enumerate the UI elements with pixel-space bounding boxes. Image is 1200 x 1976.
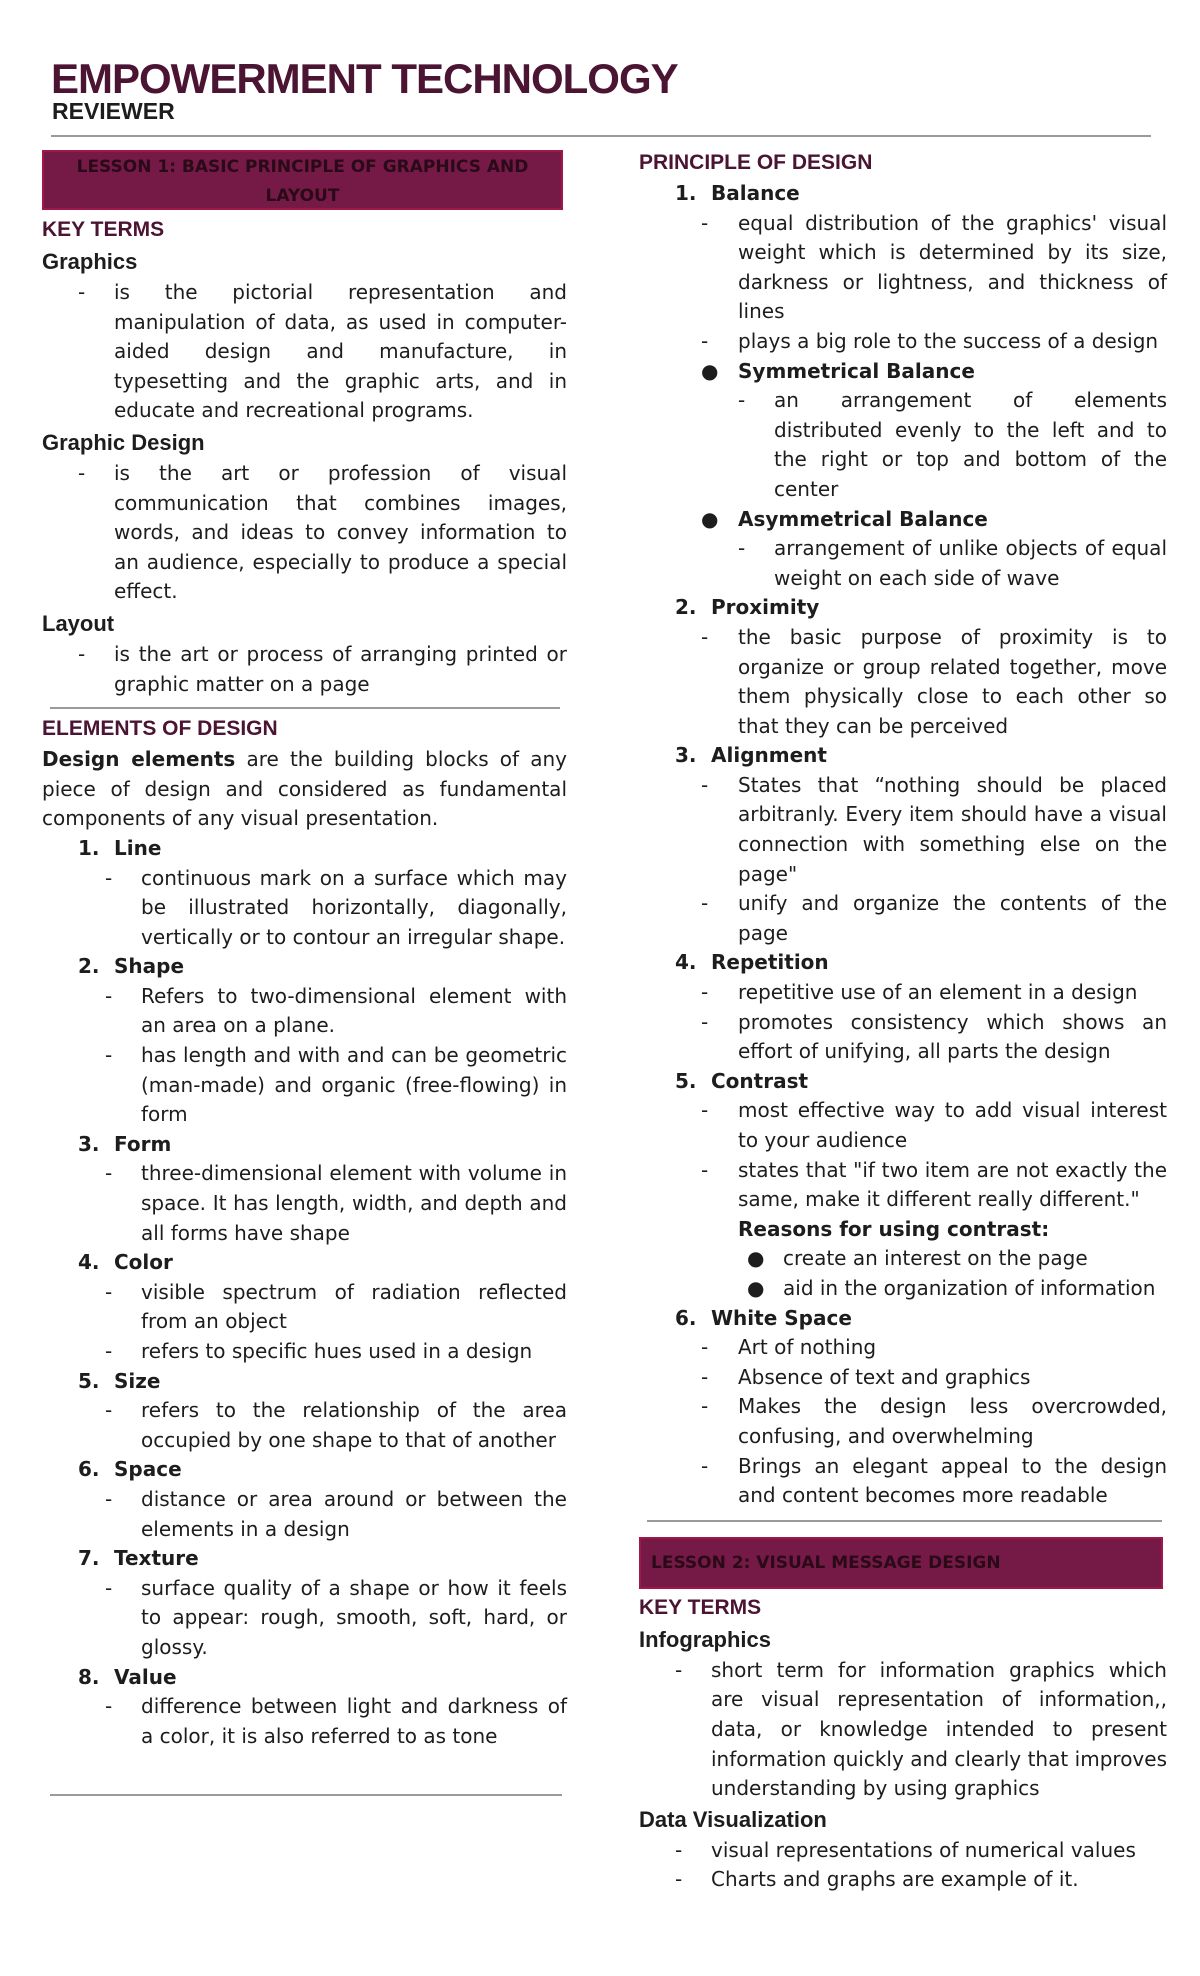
right-column [639,147,1167,1895]
sub-item-name: Symmetrical Balance [738,358,975,383]
element-color [42,1248,567,1278]
bullet-text: distance or area around or between the elements in a design [141,1486,567,1541]
sub-item-name: Asymmetrical Balance [738,506,988,531]
dash-marker: - [675,1837,683,1862]
item-number: 5. [78,1368,100,1393]
bullet-item [42,1278,567,1337]
bullet-item [639,1865,1167,1895]
term-text: is the pictorial representation and manipulation of data, as used in computer-aided design and manufacture, in typesetting and the graphic arts, and in educate and recreational programs. [114,280,567,423]
term-graphic-design [42,427,567,607]
section-divider [647,1520,1162,1522]
contrast-reasons [639,1215,1167,1304]
bullet-item [42,982,567,1041]
dash-marker: - [701,1453,709,1478]
dash-marker: - [78,460,86,485]
dash-marker: - [675,1657,683,1682]
item-number: 4. [675,950,697,975]
item-number: 6. [675,1305,697,1330]
dash-marker: - [701,1009,709,1034]
principle-name: Balance [711,181,800,205]
left-bottom-divider [50,1794,562,1796]
item-number: 6. [78,1457,100,1482]
sub-item-symmetrical [639,357,1167,387]
bullet-item [42,864,567,953]
dash-marker: - [105,1694,113,1719]
item-number: 8. [78,1664,100,1689]
bullet-text: continuous mark on a surface which may be illustrated horizontally, diagonally, vertically or to contour an irregular shape. [141,865,567,949]
principle-name: Proximity [711,595,820,620]
bullet-text: Brings an elegant appeal to the design and content becomes more readable [738,1453,1167,1508]
dash-marker: - [701,1335,709,1360]
bullet-item [639,327,1167,357]
element-name: Line [114,835,162,860]
elements-heading: ELEMENTS OF DESIGN [42,717,278,741]
dash-marker: - [105,1043,113,1068]
principle-alignment [639,741,1167,771]
bullet-text: short term for information graphics which are visual representation of information,, data, or knowledge intended to present information quickly and clearly that improves understanding by using graphics [711,1657,1167,1801]
reasons-label: Reasons for using contrast: [738,1216,1050,1241]
bullet-item [639,1008,1167,1067]
element-name: Form [114,1131,172,1156]
lesson1-banner [42,150,563,210]
bullet-item [639,209,1167,327]
term-item [42,459,567,607]
principles-list [639,593,1167,1214]
bullet-text: the basic purpose of proximity is to organize or group related together, move them physically close to each other so that they can be perceived [738,624,1167,738]
bullet-text: most effective way to add visual interest to your audience [738,1098,1167,1152]
bullet-item [42,1574,567,1663]
bullet-text: plays a big role to the success of a design [738,328,1159,353]
dash-marker: - [701,210,709,235]
term-name: Graphic Design [42,429,205,455]
bullet-item [42,1485,567,1544]
dash-marker: - [105,1398,113,1423]
bullet-item [42,1692,567,1751]
principle-heading: PRINCIPLE OF DESIGN [639,151,873,174]
dash-marker: - [675,1867,683,1892]
bullet-text: difference between light and darkness of a color, it is also referred to as tone [141,1694,567,1748]
dash-marker: - [105,865,113,890]
element-name: Space [114,1457,182,1482]
element-name: Texture [114,1546,199,1571]
bullet-item [42,1396,567,1455]
element-name: Color [114,1250,173,1275]
bullet-item [639,534,1167,593]
bullet-text: has length and with and can be geometric (man-made) and organic (free-flowing) in form [141,1043,567,1127]
dash-marker: - [701,1098,709,1123]
bullet-item [639,1156,1167,1215]
dash-marker: - [78,280,86,304]
bullet-item [639,1836,1167,1866]
element-form [42,1130,567,1160]
reason-text: aid in the organization of information [783,1275,1156,1300]
principle-name: Alignment [711,743,827,768]
element-line [42,834,567,864]
item-number: 2. [78,954,100,979]
bullet-text: Absence of text and graphics [738,1364,1031,1389]
principle-name: White Space [711,1305,852,1330]
reason-item [639,1244,1167,1274]
term-name: Infographics [639,1626,772,1652]
bullet-text: Makes the design less overcrowded, confusing, and overwhelming [738,1394,1167,1448]
term-graphics [42,246,567,426]
element-size [42,1367,567,1397]
bullet-marker: ● [747,1246,765,1271]
element-texture [42,1544,567,1574]
left-column [42,150,567,1751]
sub-item-asymmetrical [639,505,1167,535]
lesson2-banner [639,1537,1163,1589]
bullet-text: states that "if two item are not exactly the same, make it different really different." [738,1157,1167,1212]
principle-balance [639,179,1167,209]
bullet-item [639,1333,1167,1363]
item-number: 1. [675,181,697,205]
lesson2-terms [639,1624,1167,1895]
element-space [42,1455,567,1485]
bullet-item [42,1159,567,1248]
bullet-item [639,1363,1167,1393]
dash-marker: - [78,641,86,666]
bullet-item [639,1452,1167,1511]
principle-name: Repetition [711,950,829,975]
bullet-item [639,1392,1167,1451]
bullet-text: promotes consistency which shows an effort of unifying, all parts the design [738,1009,1167,1064]
dash-marker: - [105,983,113,1008]
bullet-item [639,1096,1167,1155]
element-name: Size [114,1368,161,1393]
term-name: Graphics [42,249,138,274]
bullet-text: unify and organize the contents of the page [738,891,1167,945]
principle-name: Contrast [711,1068,809,1093]
elements-intro [42,745,567,834]
dash-marker: - [105,1486,113,1511]
page-title: EMPOWERMENT TECHNOLOGY [51,55,678,102]
elements-intro-text: are the building blocks of any piece of design and considered as fundamental components of any visual presentation. [42,747,567,831]
term-name: Layout [42,610,115,636]
bullet-item [42,1041,567,1130]
dash-marker: - [701,1157,709,1182]
key-terms-heading: KEY TERMS [42,218,165,241]
bullet-item [639,978,1167,1008]
dash-marker: - [701,1364,709,1389]
bullet-text: visual representations of numerical values [711,1837,1136,1862]
bullet-text: States that “nothing should be placed arbitranly. Every item should have a visual connection with something else on the page" [738,772,1167,886]
dash-marker: - [105,1161,113,1186]
bullet-text: three-dimensional element with volume in space. It has length, width, and depth and all forms have shape [141,1161,567,1245]
element-value [42,1663,567,1693]
reason-item [639,1274,1167,1304]
dash-marker: - [701,891,709,916]
bullet-item [639,386,1167,504]
dash-marker: - [701,624,709,649]
page-subtitle: REVIEWER [52,98,175,124]
item-number: 5. [675,1068,697,1093]
bullet-marker: ● [747,1275,765,1300]
bullet-item [639,623,1167,741]
item-number: 1. [78,835,100,860]
white-space-items [639,1333,1167,1511]
lesson1-title: LESSON 1: BASIC PRINCIPLE OF GRAPHICS AND LAYOUT [76,157,529,206]
dash-marker: - [105,1575,113,1600]
bullet-text: visible spectrum of radiation reflected from an object [141,1279,567,1334]
bullet-text: Art of nothing [738,1335,877,1360]
item-number: 4. [78,1250,100,1275]
item-number: 3. [675,743,697,768]
bullet-item [639,1656,1167,1804]
lesson2-title: LESSON 2: VISUAL MESSAGE DESIGN [651,1552,1001,1573]
bullet-text: repetitive use of an element in a design [738,980,1138,1005]
dash-marker: - [701,1394,709,1419]
dash-marker: - [738,388,746,413]
principle-proximity [639,593,1167,623]
dash-marker: - [701,328,709,353]
bullet-marker: ● [701,358,719,383]
bullet-text: surface quality of a shape or how it feels to appear: rough, smooth, soft, hard, or glossy. [141,1575,567,1659]
bullet-item [42,1337,567,1367]
element-name: Value [114,1664,177,1689]
principle-white-space [639,1304,1167,1334]
dash-marker: - [701,772,709,797]
dash-marker: - [701,980,709,1005]
element-shape [42,952,567,982]
bullet-text: Refers to two-dimensional element with an area on a plane. [141,983,567,1038]
bullet-item [639,889,1167,948]
key-terms-heading: KEY TERMS [639,1595,762,1619]
item-number: 7. [78,1546,100,1571]
principle-contrast [639,1067,1167,1097]
term-text: is the art or process of arranging printed or graphic matter on a page [114,641,567,696]
term-layout [42,608,567,699]
bullet-text: Charts and graphs are example of it. [711,1867,1079,1892]
term-text: is the art or profession of visual communication that combines images, words, and ideas to convey information to an audience, especially to produce a special effect. [114,460,567,604]
dash-marker: - [105,1279,113,1304]
principle-repetition [639,948,1167,978]
dash-marker: - [105,1339,113,1363]
bullet-marker: ● [701,506,719,531]
reason-text: create an interest on the page [783,1246,1088,1271]
dash-marker: - [738,536,746,561]
item-number: 2. [675,595,697,620]
bullet-item [639,771,1167,889]
term-name: Data Visualization [639,1806,827,1832]
section-divider [50,707,560,709]
term-item [42,278,567,426]
bullet-text: equal distribution of the graphics' visual weight which is determined by its size, darkness or lightness, and thickness of lines [738,210,1167,324]
bullet-text: arrangement of unlike objects of equal weight on each side of wave [774,536,1167,590]
item-number: 3. [78,1131,100,1156]
elements-intro-bold: Design elements [42,747,236,772]
bullet-text: refers to the relationship of the area occupied by one shape to that of another [141,1398,567,1452]
elements-list [42,834,567,1751]
term-item [42,640,567,699]
header-divider [51,135,1151,137]
bullet-text: an arrangement of elements distributed evenly to the left and to the right or top and bottom of the center [774,388,1167,501]
bullet-text: refers to specific hues used in a design [141,1339,533,1363]
element-name: Shape [114,954,185,979]
